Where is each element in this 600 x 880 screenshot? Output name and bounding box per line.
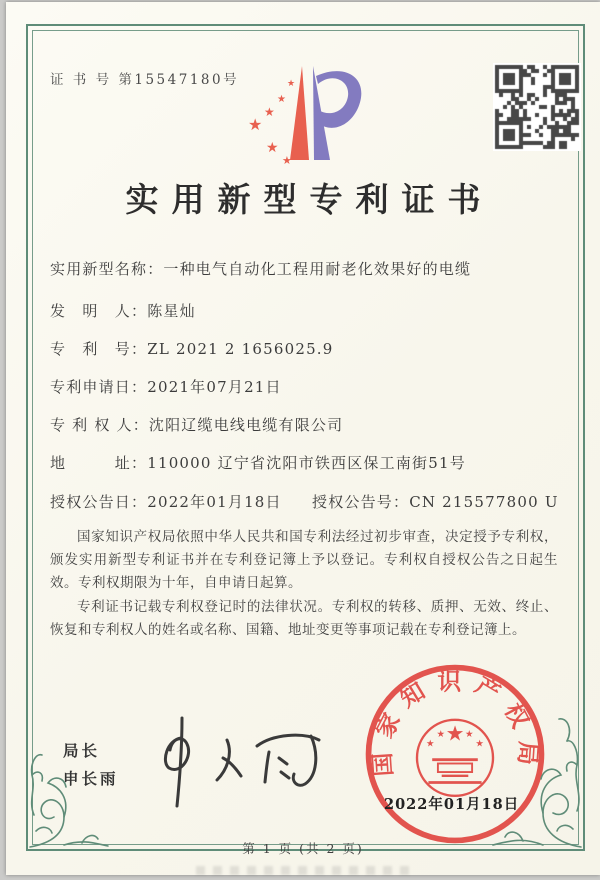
- legal-paragraph-2: 专利证书记载专利权登记时的法律状况。专利权的转移、质押、无效、终止、恢复和专利权人的姓名或名称、国籍、地址变更等事项记载在专利登记簿上。: [50, 598, 558, 638]
- svg-text:★: ★: [266, 140, 279, 156]
- field-row-name: [50, 258, 471, 279]
- field-row-grant: [50, 491, 559, 512]
- certificate-title: 实用新型专利证书: [125, 180, 494, 219]
- svg-text:★: ★: [464, 728, 474, 740]
- field-row-patent-no: [50, 338, 334, 359]
- svg-text:★: ★: [287, 79, 296, 89]
- field-row-patentee: [50, 414, 343, 435]
- svg-text:★: ★: [436, 728, 446, 740]
- field-value: 陈星灿: [147, 302, 196, 320]
- corner-flourish-icon: [26, 731, 126, 851]
- field-row-filing-date: [50, 376, 282, 397]
- grant-no-value: CN 215577800 U: [409, 493, 559, 511]
- cnipa-logo-icon: [240, 60, 385, 168]
- field-label: 实用新型名称：: [50, 260, 164, 278]
- field-row-address: [50, 452, 466, 473]
- grant-date-label: 授权公告日：: [50, 493, 148, 511]
- field-label: 发 明 人：: [50, 302, 148, 320]
- grant-no-label: 授权公告号：: [312, 493, 410, 511]
- field-value: 110000 辽宁省沈阳市铁西区保工南街51号: [147, 454, 466, 472]
- certificate-page: [6, 2, 600, 875]
- svg-text:★: ★: [426, 738, 435, 750]
- field-label: 地 址：: [50, 454, 148, 472]
- certificate-number: 证 书 号 第15547180号: [50, 72, 240, 88]
- svg-text:★: ★: [248, 115, 263, 134]
- svg-text:★: ★: [264, 105, 275, 119]
- corner-flourish-icon: [475, 711, 585, 851]
- qr-code: [493, 63, 581, 151]
- svg-text:★: ★: [445, 721, 465, 746]
- grant-date-value: 2022年01月18日: [147, 493, 282, 511]
- svg-text:★: ★: [475, 738, 484, 750]
- field-value: 沈阳辽缆电线电缆有限公司: [148, 416, 344, 434]
- svg-text:★: ★: [277, 94, 286, 105]
- field-label: 专利申请日：: [50, 378, 148, 396]
- signer-title: 局长: [63, 741, 101, 760]
- svg-text:★: ★: [282, 154, 292, 167]
- field-value: 2021年07月21日: [147, 378, 282, 396]
- field-row-inventor: [50, 300, 196, 321]
- page-footer: 第 1 页 (共 2 页): [242, 841, 364, 856]
- field-label: 专 利 号：: [50, 340, 148, 358]
- field-value: 一种电气自动化工程用耐老化效果好的电缆: [163, 260, 472, 278]
- signer-name: 申长雨: [63, 769, 119, 788]
- legal-text: [50, 526, 558, 642]
- handwritten-signature: [141, 712, 336, 812]
- legal-paragraph-1: 国家知识产权局依照中华人民共和国专利法经过初步审查，决定授予专利权，颁发实用新型专利证书并在专利登记簿上予以登记。专利权自授权公告之日起生效。专利权期限为十年，自申请日起算。: [50, 529, 558, 592]
- seal-text: 国家知识产权局: [367, 667, 543, 778]
- field-label: 专 利 权 人：: [50, 416, 149, 434]
- field-value: ZL 2021 2 1656025.9: [147, 340, 334, 358]
- underlying-page-hint: [196, 866, 410, 875]
- seal-date: 2022年01月18日: [384, 796, 520, 813]
